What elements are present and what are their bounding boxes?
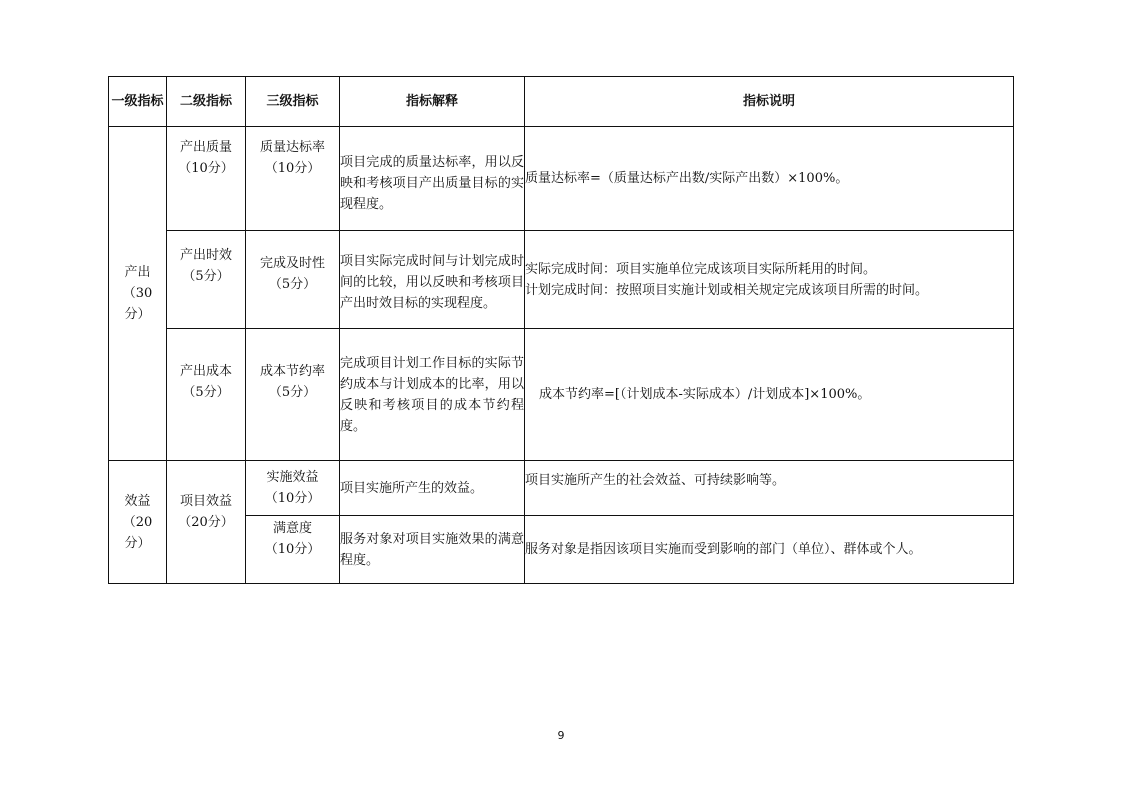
level2-cell: 产出成本 （5分） [167,329,246,461]
level3-cell: 质量达标率 （10分） [246,127,340,231]
table-row [109,231,1014,329]
header-row [109,77,1014,127]
note-cell: 成本节约率=[（计划成本-实际成本）/计划成本]×100%。 [525,329,1014,461]
header-note: 指标说明 [525,77,1014,127]
table-row [109,329,1014,461]
level2-cell: 产出质量 （10分） [167,127,246,231]
page-number: 9 [557,729,565,742]
level1-output: 产出 （30 分） [109,127,167,461]
level3-cell: 满意度 （10分） [246,516,340,584]
explain-cell: 项目实施所产生的效益。 [340,461,525,516]
level3-cell: 成本节约率 （5分） [246,329,340,461]
note-cell: 服务对象是指因该项目实施而受到影响的部门（单位）、群体或个人。 [525,516,1014,584]
header-level3: 三级指标 [246,77,340,127]
note-cell: 项目实施所产生的社会效益、可持续影响等。 [525,461,1014,516]
level3-cell: 完成及时性 （5分） [246,231,340,329]
explain-cell: 完成项目计划工作目标的实际节约成本与计划成本的比率，用以反映和考核项目的成本节约程度。 [340,329,525,461]
table-row [109,127,1014,231]
explain-cell: 服务对象对项目实施效果的满意程度。 [340,516,525,584]
note-cell: 质量达标率=（质量达标产出数/实际产出数）×100%。 [525,127,1014,231]
header-explain: 指标解释 [340,77,525,127]
header-level1: 一级指标 [109,77,167,127]
table-row [109,461,1014,516]
explain-cell: 项目完成的质量达标率，用以反映和考核项目产出质量目标的实现程度。 [340,127,525,231]
explain-cell: 项目实际完成时间与计划完成时间的比较，用以反映和考核项目产出时效目标的实现程度。 [340,231,525,329]
level2-cell: 项目效益 （20分） [167,461,246,584]
level3-cell: 实施效益 （10分） [246,461,340,516]
header-level2: 二级指标 [167,77,246,127]
performance-indicator-table [108,76,1014,584]
level1-benefit: 效益 （20 分） [109,461,167,584]
level2-cell: 产出时效 （5分） [167,231,246,329]
note-cell: 实际完成时间：项目实施单位完成该项目实际所耗用的时间。 计划完成时间：按照项目实施计划或相关规定完成该项目所需的时间。 [525,231,1014,329]
